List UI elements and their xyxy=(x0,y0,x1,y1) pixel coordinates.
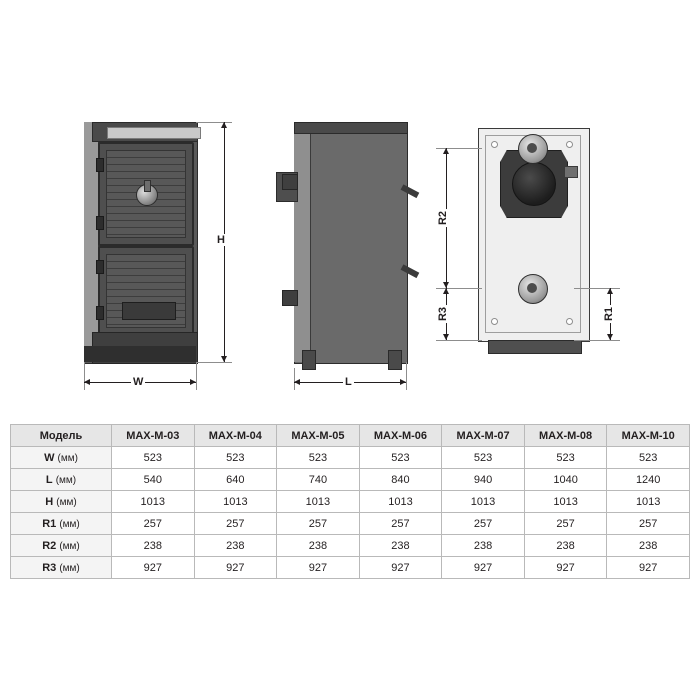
row-unit-h: (мм) xyxy=(56,496,77,508)
upper-hinge-top xyxy=(96,158,104,172)
table-row xyxy=(11,513,690,535)
cell-h-04: 1013 xyxy=(194,491,277,513)
table-row xyxy=(11,557,690,579)
cell-h-06: 1013 xyxy=(359,491,442,513)
l-arrow-right xyxy=(400,379,406,385)
side-port-upper xyxy=(282,174,298,190)
side-top-plate xyxy=(294,122,408,134)
cell-h-10: 1013 xyxy=(607,491,690,513)
top-view-drawing xyxy=(437,128,616,368)
table-row xyxy=(11,469,690,491)
r3-arrow-bottom xyxy=(443,334,449,340)
cell-r3-04: 927 xyxy=(194,557,277,579)
h-dimension-label: H xyxy=(217,234,225,246)
r2-dimension-label: R2 xyxy=(437,210,450,226)
row-label-r3-text: R3 xyxy=(42,561,57,574)
w-ext-line-left xyxy=(84,362,85,390)
cell-r2-04: 238 xyxy=(194,535,277,557)
table-header xyxy=(11,425,690,447)
table-row xyxy=(11,491,690,513)
cell-r1-06: 257 xyxy=(359,513,442,535)
r3-dimension-label: R3 xyxy=(437,306,450,322)
row-label-l xyxy=(11,469,112,491)
side-front-edge xyxy=(294,130,311,362)
upper-door xyxy=(98,142,194,246)
side-body xyxy=(294,130,408,364)
l-arrow-left xyxy=(294,379,300,385)
header-cell-max-m-10: MAX-M-10 xyxy=(607,425,690,447)
lower-hinge-top xyxy=(96,260,104,274)
front-top-cap xyxy=(92,122,198,142)
row-unit-r3: (мм) xyxy=(59,562,80,574)
ash-pan-slot xyxy=(122,302,176,320)
cell-r3-07: 927 xyxy=(442,557,525,579)
row-label-r1-text: R1 xyxy=(42,517,57,530)
l-dimension-label: L xyxy=(345,376,352,388)
r1-ext-line-top xyxy=(574,288,620,289)
table-body xyxy=(11,447,690,579)
cell-r3-10: 927 xyxy=(607,557,690,579)
w-ext-line-right xyxy=(196,362,197,390)
row-label-r2-text: R2 xyxy=(42,539,57,552)
cell-l-10: 1240 xyxy=(607,469,690,491)
cell-r2-03: 238 xyxy=(112,535,195,557)
top-corner-dot-tl xyxy=(491,141,498,148)
top-corner-dot-tr xyxy=(566,141,573,148)
header-cell-max-m-06: MAX-M-06 xyxy=(359,425,442,447)
row-label-r2 xyxy=(11,535,112,557)
top-corner-dot-bl xyxy=(491,318,498,325)
table-row xyxy=(11,447,690,469)
cell-h-03: 1013 xyxy=(112,491,195,513)
cell-h-07: 1013 xyxy=(442,491,525,513)
cell-l-06: 840 xyxy=(359,469,442,491)
r1-ext-line-bottom xyxy=(574,340,620,341)
r2-arrow-top xyxy=(443,148,449,154)
header-cell-max-m-04: MAX-M-04 xyxy=(194,425,277,447)
side-leg-left xyxy=(302,350,316,370)
row-label-r3 xyxy=(11,557,112,579)
top-fitting-right xyxy=(564,166,578,178)
cell-w-08: 523 xyxy=(524,447,607,469)
r1-arrow-bottom xyxy=(607,334,613,340)
cell-l-04: 640 xyxy=(194,469,277,491)
cell-w-05: 523 xyxy=(277,447,360,469)
cell-w-04: 523 xyxy=(194,447,277,469)
cell-r1-08: 257 xyxy=(524,513,607,535)
cell-r1-03: 257 xyxy=(112,513,195,535)
row-unit-l: (мм) xyxy=(55,474,77,486)
cell-r2-05: 238 xyxy=(277,535,360,557)
cell-r1-10: 257 xyxy=(607,513,690,535)
front-base-shadow xyxy=(84,346,196,362)
cell-l-08: 1040 xyxy=(524,469,607,491)
row-label-w-text: W xyxy=(44,451,55,464)
cell-r1-04: 257 xyxy=(194,513,277,535)
row-label-w xyxy=(11,447,112,469)
cell-w-10: 523 xyxy=(607,447,690,469)
w-arrow-right xyxy=(190,379,196,385)
specification-table-wrapper xyxy=(10,424,690,579)
header-cell-model: Модель xyxy=(11,425,112,447)
w-arrow-left xyxy=(84,379,90,385)
cell-w-06: 523 xyxy=(359,447,442,469)
r3-arrow-top xyxy=(443,288,449,294)
header-cell-max-m-05: MAX-M-05 xyxy=(277,425,360,447)
row-unit-w: (мм) xyxy=(57,452,78,464)
burner-opening xyxy=(512,162,556,206)
r3-ext-line-bottom xyxy=(436,340,482,341)
row-unit-r2: (мм) xyxy=(59,540,80,552)
cell-r2-06: 238 xyxy=(359,535,442,557)
cell-r3-05: 927 xyxy=(277,557,360,579)
header-cell-max-m-03: MAX-M-03 xyxy=(112,425,195,447)
w-dimension-label: W xyxy=(133,376,144,388)
lower-hinge-bottom xyxy=(96,306,104,320)
cell-r3-06: 927 xyxy=(359,557,442,579)
front-view-drawing xyxy=(84,122,225,388)
top-base-strip xyxy=(488,340,582,354)
side-port-lower xyxy=(282,290,298,306)
row-label-h xyxy=(11,491,112,513)
upper-hinge-bottom xyxy=(96,216,104,230)
table-header-row xyxy=(11,425,690,447)
h-arrow-bottom xyxy=(221,356,227,362)
l-ext-line-right xyxy=(406,362,407,390)
r1-dimension-label: R1 xyxy=(603,306,616,322)
cell-l-05: 740 xyxy=(277,469,360,491)
cell-r2-08: 238 xyxy=(524,535,607,557)
header-cell-max-m-07: MAX-M-07 xyxy=(442,425,525,447)
row-label-l-text: L xyxy=(45,473,53,486)
specification-table xyxy=(10,424,690,579)
lower-door xyxy=(98,246,194,336)
table-row xyxy=(11,535,690,557)
front-top-inner-plate xyxy=(107,127,201,139)
top-flange-lower xyxy=(518,274,548,304)
side-view-drawing xyxy=(276,122,436,388)
top-corner-dot-br xyxy=(566,318,573,325)
cell-r2-07: 238 xyxy=(442,535,525,557)
cell-r2-10: 238 xyxy=(607,535,690,557)
cell-r3-08: 927 xyxy=(524,557,607,579)
h-ext-line-bottom xyxy=(196,362,232,363)
cell-h-08: 1013 xyxy=(524,491,607,513)
row-unit-r1: (мм) xyxy=(59,518,80,530)
cell-r1-05: 257 xyxy=(277,513,360,535)
h-arrow-top xyxy=(221,122,227,128)
cell-r3-03: 927 xyxy=(112,557,195,579)
top-flange-upper xyxy=(518,134,548,164)
cell-w-07: 523 xyxy=(442,447,525,469)
cell-h-05: 1013 xyxy=(277,491,360,513)
cell-l-07: 940 xyxy=(442,469,525,491)
cell-r1-07: 257 xyxy=(442,513,525,535)
cell-w-03: 523 xyxy=(112,447,195,469)
row-label-r1 xyxy=(11,513,112,535)
row-label-h-text: H xyxy=(45,495,54,508)
r1-arrow-top xyxy=(607,288,613,294)
cell-l-03: 540 xyxy=(112,469,195,491)
door-handle-knob xyxy=(136,184,158,206)
side-leg-right xyxy=(388,350,402,370)
header-cell-max-m-08: MAX-M-08 xyxy=(524,425,607,447)
